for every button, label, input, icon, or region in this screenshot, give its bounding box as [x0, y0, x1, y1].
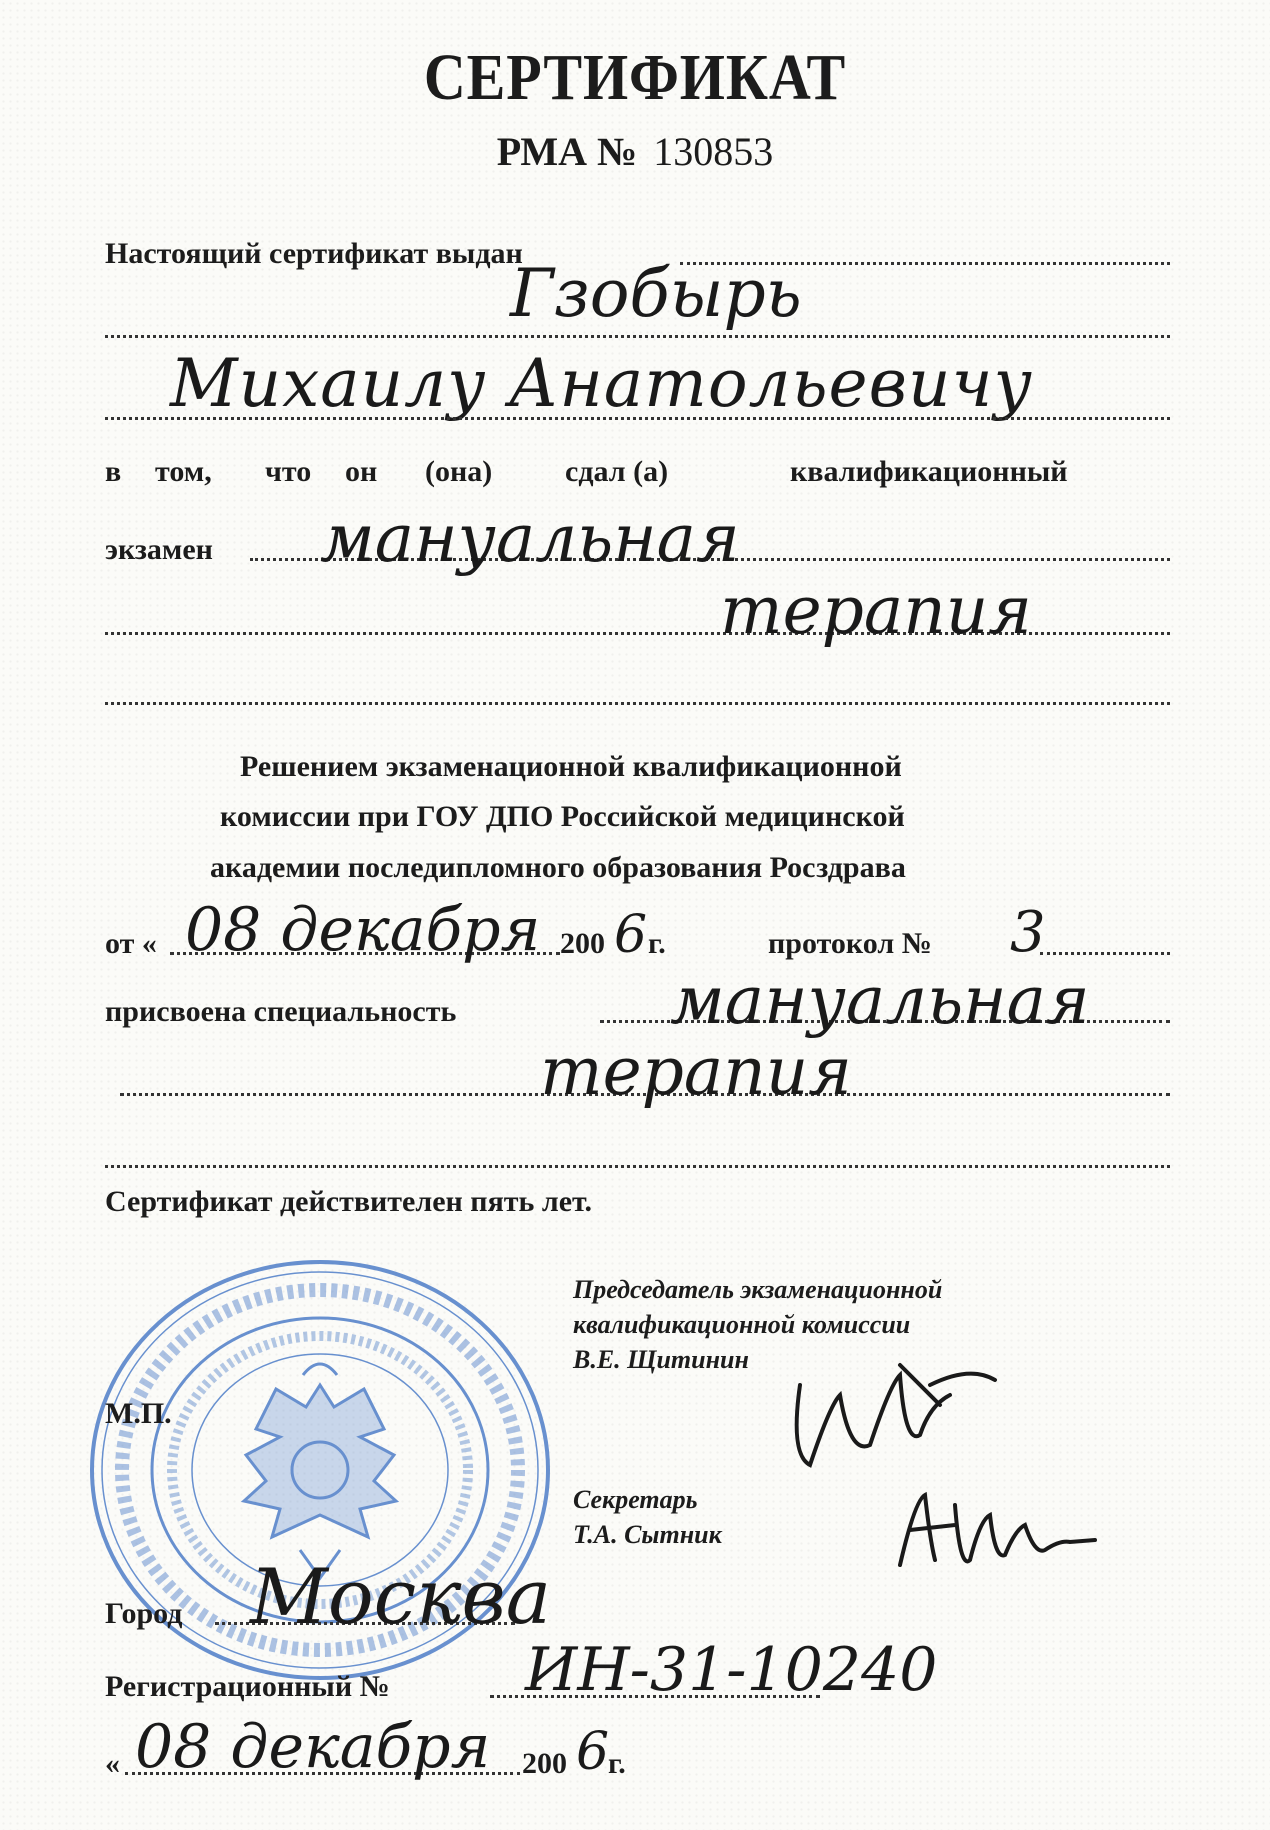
chairman-name: В.Е. Щитинин	[573, 1345, 749, 1374]
passed-word: что	[265, 455, 312, 488]
specialty-label: присвоена специальность	[105, 995, 457, 1028]
handwritten-specialty-1: мануальная	[670, 962, 1090, 1039]
dotted-line	[105, 1165, 1170, 1168]
certificate-serial	[0, 128, 1270, 175]
handwritten-city: Москва	[250, 1552, 552, 1641]
year-prefix: 200	[560, 927, 605, 960]
reg-year-prefix: 200	[522, 1747, 567, 1780]
serial-label: РМА №	[496, 129, 638, 174]
handwritten-specialty-2: терапия	[540, 1033, 852, 1110]
dotted-line	[105, 417, 1170, 420]
passed-word: (она)	[425, 455, 493, 488]
secretary-signature-icon	[885, 1480, 1115, 1590]
issued-label: Настоящий сертификат выдан	[105, 237, 523, 270]
handwritten-date: 08 декабря	[185, 895, 541, 965]
decision-line-3: академии последипломного образования Росздрава	[210, 851, 906, 884]
decision-line-1: Решением экзаменационной квалификационной	[240, 750, 902, 783]
date-prefix: от «	[105, 927, 157, 960]
chairman-line-1: Председатель экзаменационной	[573, 1275, 943, 1304]
handwritten-given-name: Михаилу Анатольевичу	[170, 345, 1033, 422]
handwritten-surname: Гзобырь	[510, 255, 802, 332]
reg-year-suffix: г.	[608, 1747, 626, 1780]
handwritten-exam-2: терапия	[720, 572, 1032, 649]
handwritten-exam-1: мануальная	[320, 500, 740, 577]
dotted-line	[1040, 952, 1170, 955]
chairman-line-2: квалификационной комиссии	[573, 1310, 911, 1339]
passed-word: квалификационный	[790, 455, 1068, 488]
handwritten-reg-year-digit: 6	[576, 1722, 610, 1782]
exam-label: экзамен	[105, 533, 213, 566]
passed-word: том,	[155, 455, 212, 488]
dotted-line	[105, 702, 1170, 705]
passed-word: сдал (а)	[565, 455, 669, 488]
handwritten-reg-date: 08 декабря	[135, 1712, 491, 1782]
certificate-title: СЕРТИФИКАТ	[423, 41, 847, 114]
decision-line-2: комиссии при ГОУ ДПО Российской медицинской	[220, 800, 905, 833]
passed-word: в	[105, 455, 122, 488]
registration-label: Регистрационный №	[105, 1670, 390, 1703]
protocol-label: протокол №	[768, 927, 932, 960]
handwritten-protocol-number: 3	[1010, 900, 1046, 965]
validity-text: Сертификат действителен пять лет.	[105, 1185, 593, 1218]
secretary-name: Т.А. Сытник	[573, 1520, 722, 1549]
handwritten-year-digit: 6	[614, 905, 648, 965]
handwritten-registration-number: ИН-31-10240	[525, 1635, 938, 1705]
dotted-line	[105, 335, 1170, 338]
serial-number: 130853	[653, 129, 774, 174]
secretary-title: Секретарь	[573, 1485, 698, 1514]
seal-label: М.П.	[105, 1397, 172, 1430]
reg-date-prefix: «	[105, 1747, 120, 1780]
passed-word: он	[345, 455, 378, 488]
city-label: Город	[105, 1597, 183, 1630]
year-suffix: г.	[648, 927, 666, 960]
chairman-signature-icon	[780, 1345, 1010, 1485]
